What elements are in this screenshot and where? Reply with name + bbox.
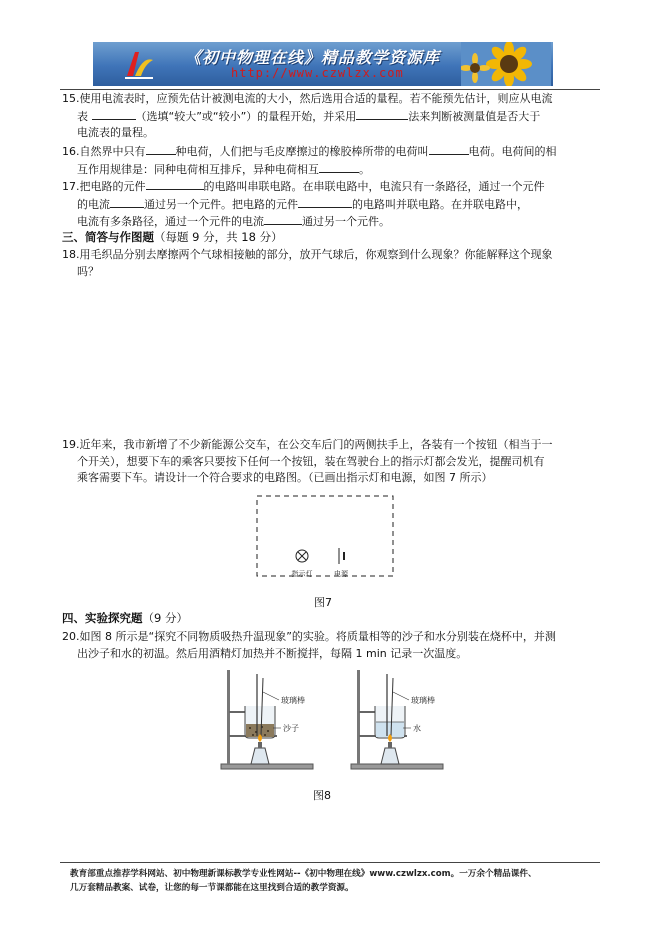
banner-title: 《初中物理在线》精品教学资源库 <box>185 48 441 67</box>
question-number: 16. <box>62 145 80 158</box>
question-19 <box>62 437 590 487</box>
footer-divider <box>60 862 600 863</box>
section-4-heading <box>62 610 188 626</box>
water-label: 水 <box>413 724 421 733</box>
question-text: 个开关），想要下车的乘客只要按下任何一个按钮，装在驾驶台上的指示灯都会发光，提醒司机有 <box>77 454 545 468</box>
source-label: 电源 <box>334 570 348 578</box>
section-3-heading <box>62 229 283 245</box>
question-text: 把电路的元件 <box>79 180 146 193</box>
question-text: 乘客需要下车。请设计一个符合要求的电路图。（已画出指示灯和电源，如图 7 所示） <box>77 471 493 484</box>
header-banner <box>93 42 553 86</box>
sunflower-image-icon <box>461 42 551 86</box>
question-number: 18. <box>62 248 80 261</box>
question-text: 近年来，我市新增了不少新能源公交车，在公交车后门的两侧扶手上，各装有一个按钮（相当于一 <box>79 438 553 451</box>
glass-rod-label: 玻璃棒 <box>411 696 435 705</box>
figure-8-water-apparatus <box>345 666 455 776</box>
header-divider <box>60 89 600 90</box>
question-number: 20. <box>62 630 80 643</box>
question-text: 的电路叫串联电路。在串联电路中，电流只有一条路径，通过一个元件 <box>203 180 545 193</box>
question-number: 19. <box>62 438 80 451</box>
question-text: 使用电流表时，应预先估计被测电流的大小，然后选用合适的量程。若不能预先估计，则应从电流 <box>79 92 553 105</box>
answer-blank[interactable] <box>264 213 302 225</box>
question-text: 电流表的量程。 <box>77 126 154 139</box>
section-note: （9 分） <box>142 611 188 625</box>
figure-7-caption: 图7 <box>314 596 332 609</box>
answer-blank[interactable] <box>146 178 204 190</box>
answer-blank[interactable] <box>319 161 359 173</box>
question-20 <box>62 629 590 662</box>
glass-rod-label: 玻璃棒 <box>281 696 305 705</box>
question-18 <box>62 247 590 280</box>
question-text: 吗？ <box>77 264 99 278</box>
answer-blank[interactable] <box>146 143 176 155</box>
footer <box>70 867 600 895</box>
footer-line-1: 教育部重点推荐学科网站、初中物理新课标教学专业性网站--《初中物理在线》www.czwlzx.com。一万余个精品课件、 <box>70 869 537 879</box>
answer-blank[interactable] <box>429 143 469 155</box>
lamp-label: 指示灯 <box>291 570 313 578</box>
banner-url[interactable]: http://www.czwlzx.com <box>231 66 404 80</box>
question-text: 。 <box>359 162 370 176</box>
question-16 <box>62 143 590 178</box>
battery-icon <box>339 548 344 564</box>
question-text: 出沙子和水的初温。然后用酒精灯加热并不断搅拌，每隔 1 min 记录一次温度。 <box>77 646 468 660</box>
question-text: 自然界中只有 <box>79 145 146 158</box>
question-text: 通过另一个元件。把电路的元件 <box>144 197 298 211</box>
answer-blank[interactable] <box>356 108 408 120</box>
question-text: 如图 8 所示是“探究不同物质吸热升温现象”的实验。将质量相等的沙子和水分别装在烧杯中，并测 <box>79 630 556 643</box>
question-text: 通过另一个元件。 <box>302 215 390 228</box>
sand-label: 沙子 <box>283 724 299 733</box>
question-text: 的电路叫并联电路。在并联电路中， <box>352 197 528 211</box>
figure-8-sand-apparatus <box>215 666 325 776</box>
question-15 <box>62 91 590 142</box>
answer-blank[interactable] <box>110 196 144 208</box>
question-text: 互作用规律是：同种电荷相互排斥，异种电荷相互 <box>77 162 319 176</box>
section-title: 三、简答与作图题 <box>62 230 154 244</box>
answer-area-18[interactable] <box>62 285 590 430</box>
question-text: 的电流 <box>77 197 110 211</box>
figure-8-caption: 图8 <box>313 789 331 802</box>
answer-blank[interactable] <box>298 196 352 208</box>
question-number: 15. <box>62 92 80 105</box>
figure-7-circuit[interactable] <box>255 494 395 586</box>
section-title: 四、实验探究题 <box>62 611 143 625</box>
question-text: 电流有多条路径，通过一个元件的电流 <box>77 215 264 228</box>
indicator-lamp-icon <box>296 550 308 562</box>
site-logo-icon <box>121 46 157 82</box>
answer-blank[interactable] <box>92 108 136 120</box>
footer-line-2: 几万套精品教案、试卷，让您的每一节课都能在这里找到合适的教学资源。 <box>70 883 354 893</box>
question-text: 用毛织品分别去摩擦两个气球相接触的部分，放开气球后，你观察到什么现象？你能解释这个现象 <box>79 248 553 261</box>
question-text: 表 <box>77 109 88 123</box>
question-text: 电荷。电荷间的相 <box>468 145 557 158</box>
question-text: 法来判断被测量值是否大于 <box>408 109 541 123</box>
question-text: 种电荷，人们把与毛皮摩擦过的橡胶棒所带的电荷叫 <box>175 145 429 158</box>
question-number: 17. <box>62 180 80 193</box>
question-17 <box>62 178 590 231</box>
question-text: （选填“较大”或“较小”）的量程开始，并采用 <box>135 109 357 123</box>
section-note: （每题 9 分，共 18 分） <box>154 230 283 244</box>
